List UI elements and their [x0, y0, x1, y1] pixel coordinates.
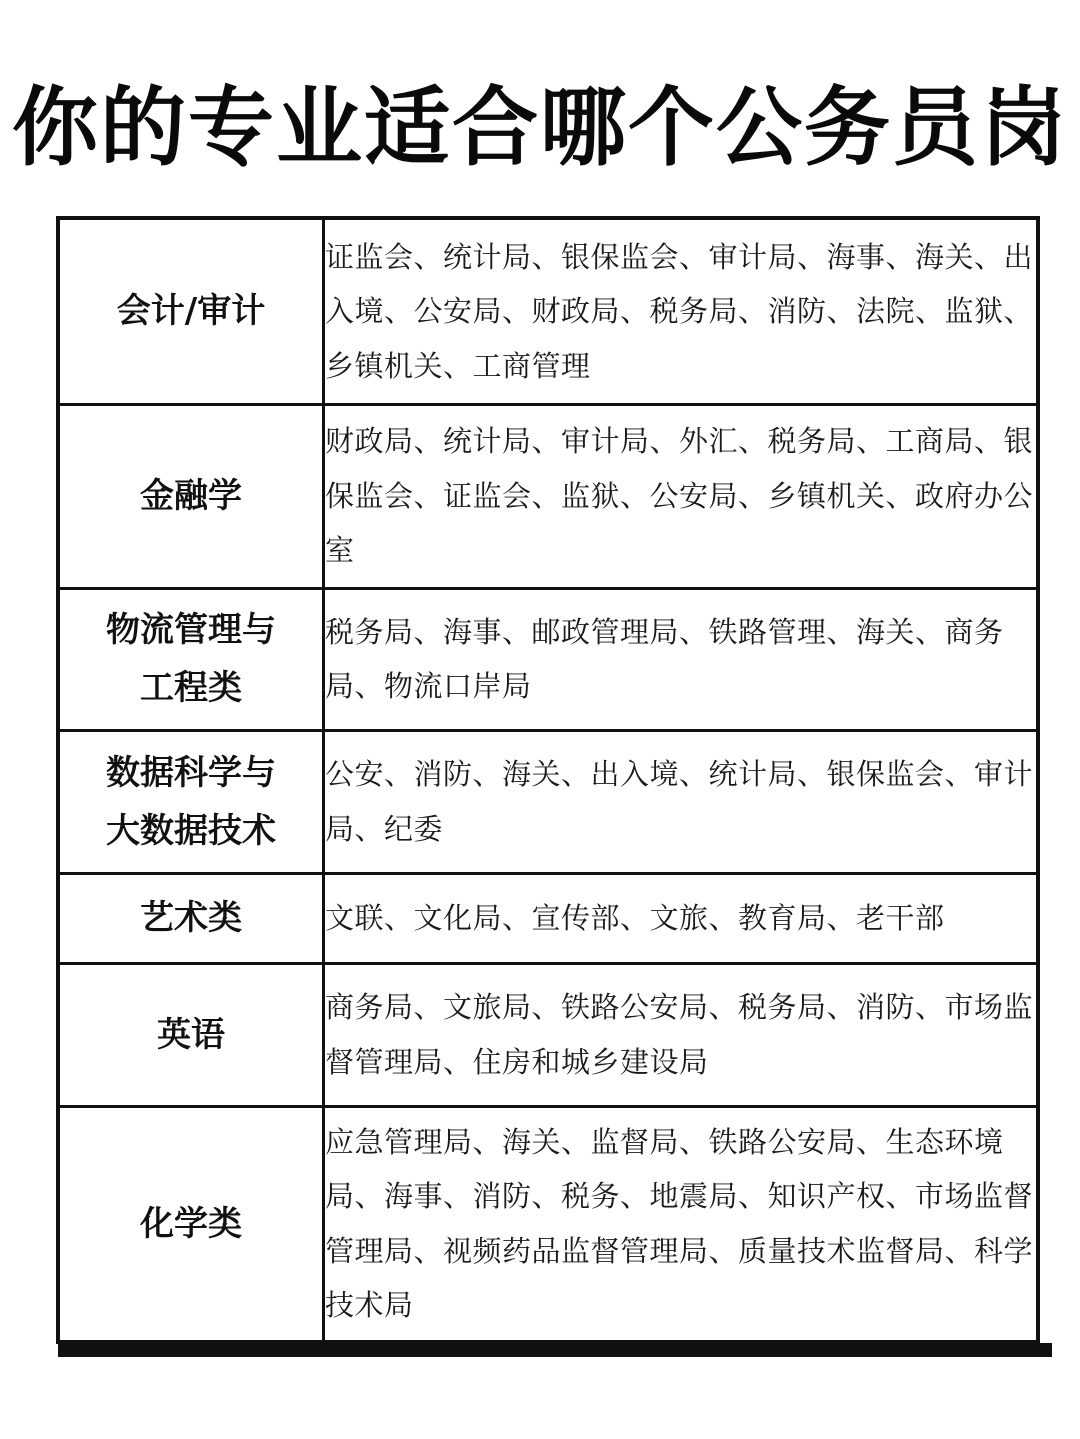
page-title: 你的专业适合哪个公务员岗 [12, 78, 1068, 178]
table-row [58, 1106, 1038, 1342]
major-name: 数据科学与大数据技术 [106, 752, 276, 851]
post-list: 财政局、统计局、审计局、外汇、税务局、工商局、银保监会、证监会、监狱、公安局、乡镇机关、政府办公室 [324, 404, 1039, 588]
major-cell [58, 963, 324, 1106]
table-row [58, 873, 1038, 963]
table-row [58, 404, 1038, 588]
major-name: 物流管理与工程类 [106, 610, 276, 708]
table-row [58, 963, 1038, 1106]
table-row [58, 588, 1038, 730]
table-row [58, 730, 1038, 873]
major-table-container [56, 216, 1040, 1344]
major-name: 金融学 [140, 476, 242, 516]
post-list: 商务局、文旅局、铁路公安局、税务局、消防、市场监督管理局、住房和城乡建设局 [324, 963, 1039, 1106]
post-list: 文联、文化局、宣传部、文旅、教育局、老干部 [324, 873, 1039, 963]
major-cell [58, 588, 324, 730]
major-name: 艺术类 [140, 898, 242, 938]
table-row [58, 218, 1038, 404]
post-list: 税务局、海事、邮政管理局、铁路管理、海关、商务局、物流口岸局 [324, 588, 1039, 730]
bottom-rule [58, 1343, 1052, 1357]
post-list: 证监会、统计局、银保监会、审计局、海事、海关、出入境、公安局、财政局、税务局、消防、法院、监狱、乡镇机关、工商管理 [324, 218, 1039, 404]
major-name: 英语 [157, 1014, 225, 1055]
major-name: 会计/审计 [116, 291, 266, 332]
major-post-table [56, 216, 1040, 1344]
major-cell [58, 1106, 324, 1342]
major-cell [58, 873, 324, 963]
post-list: 应急管理局、海关、监督局、铁路公安局、生态环境局、海事、消防、税务、地震局、知识产权、市场监督管理局、视频药品监督管理局、质量技术监督局、科学技术局 [324, 1106, 1039, 1342]
major-cell [58, 218, 324, 404]
post-list: 公安、消防、海关、出入境、统计局、银保监会、审计局、纪委 [324, 730, 1039, 873]
major-cell [58, 404, 324, 588]
major-name: 化学类 [140, 1203, 242, 1244]
major-cell [58, 730, 324, 873]
